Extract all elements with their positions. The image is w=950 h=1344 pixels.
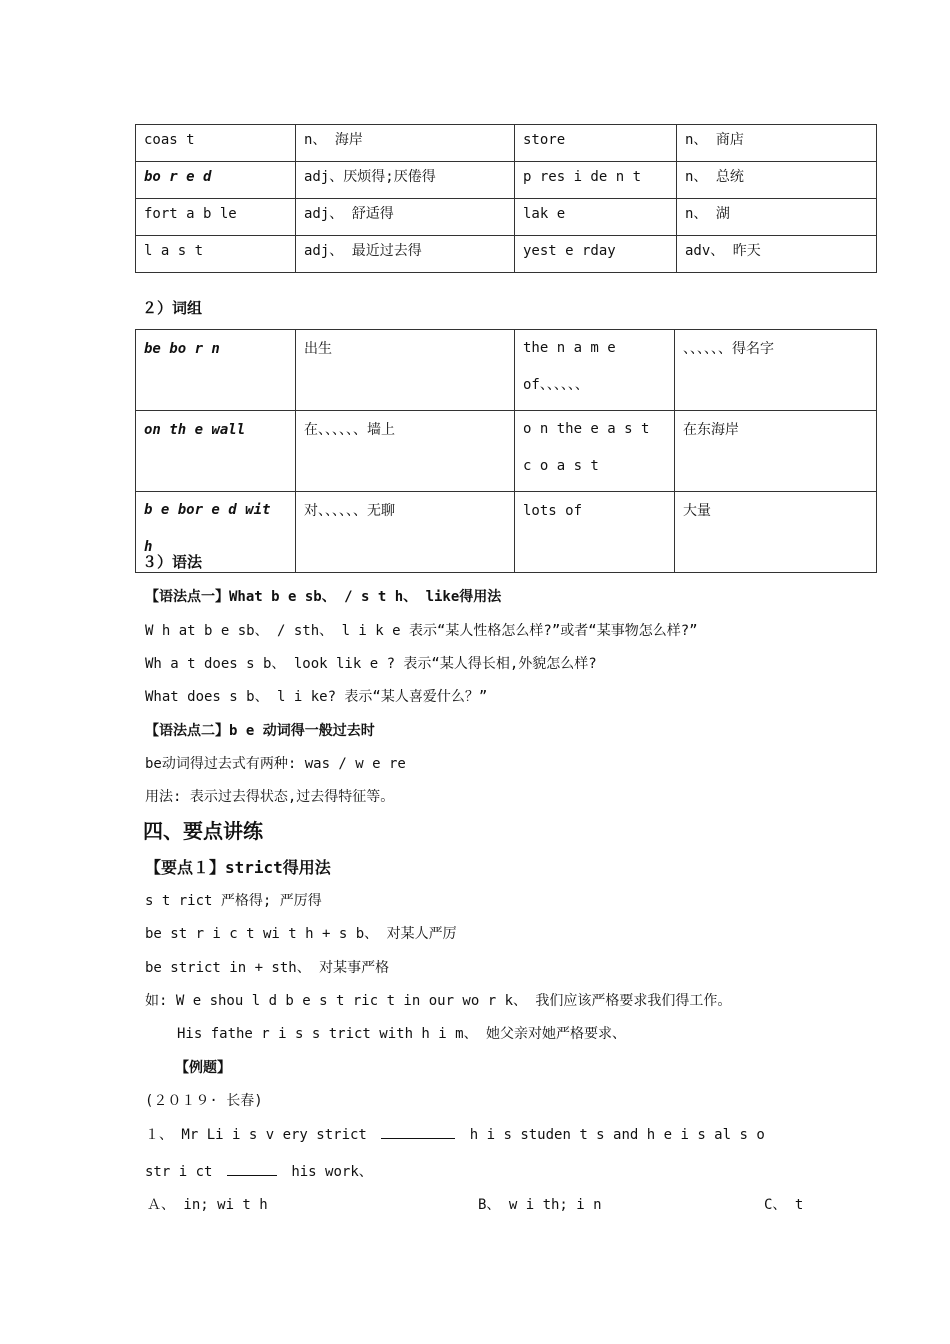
vocab-word: p res i de n t [515,162,677,199]
vocab-word: lak e [515,199,677,236]
vocab-word: coas t [136,125,296,162]
vocab-meaning: adj、 最近过去得 [296,236,515,273]
key-point-line: be st r i c t wi t h + s b、 对某人严厉 [145,926,457,942]
question-text: h i s studen t s and h e i s al s o [469,1127,765,1143]
answer-blank[interactable] [381,1138,455,1139]
vocab-word: bo r e d [136,162,296,199]
vocab-meaning: adj、 舒适得 [296,199,515,236]
question-text: his work、 [291,1164,373,1180]
table-row [136,236,877,273]
vocab-word: store [515,125,677,162]
answer-blank[interactable] [227,1175,277,1176]
key-point-title: 【要点１】strict得用法 [145,858,331,877]
question-text: str i ct [145,1164,213,1180]
phrase-english: lots of [515,492,675,573]
vocab-meaning: n、 总统 [677,162,877,199]
option-c[interactable]: C、 t [764,1197,804,1213]
key-point-line: 如: W e shou l d b e s t ric t in our wo r k、 我们应该严格要求我们得工作。 [145,993,732,1009]
question-1 [145,1124,765,1144]
grammar-line: be动词得过去式有两种: was / w e re [145,756,406,772]
vocab-meaning: adv、 昨天 [677,236,877,273]
phrase-english: the n a m e of、、、、、、 [515,330,675,411]
phrase-chinese: 、、、、、、得名字 [675,330,877,411]
table-row [136,199,877,236]
grammar-heading: ３）语法 [142,553,203,571]
table-row [136,330,877,411]
question-text: １、 Mr Li i s v ery strict [145,1127,367,1143]
vocab-meaning: n、 海岸 [296,125,515,162]
vocab-word: l a s t [136,236,296,273]
phrase-english: o n the e a s t c o a s t [515,411,675,492]
option-b[interactable]: B、 w i th; i n [478,1197,602,1213]
phrase-chinese: 对、、、、、、无聊 [296,492,515,573]
example-source: (２０１９· 长春) [145,1093,263,1109]
phrase-chinese: 在东海岸 [675,411,877,492]
vocab-word: fort a b le [136,199,296,236]
phrase-chinese: 出生 [296,330,515,411]
vocabulary-table [135,124,877,273]
phrases-table [135,329,877,573]
key-point-line: s t rict 严格得; 严厉得 [145,893,322,909]
phrase-chinese: 大量 [675,492,877,573]
phrase-english: be bo r n [136,330,296,411]
example-label: 【例题】 [175,1060,231,1076]
vocab-word: yest e rday [515,236,677,273]
phrase-english: b e bor e d wit h [136,492,296,573]
key-point-line: His fathe r i s s trict with h i m、 她父亲对她严格要求、 [177,1026,627,1042]
grammar-line: Wh a t does s b、 look lik e ? 表示“某人得长相,外貌怎么样? [145,656,597,672]
vocab-meaning: adj、厌烦得;厌倦得 [296,162,515,199]
phrase-chinese: 在、、、、、、墙上 [296,411,515,492]
vocab-meaning: n、 商店 [677,125,877,162]
table-row [136,411,877,492]
grammar-line: 用法: 表示过去得状态,过去得特征等。 [145,789,395,805]
phrase-english: on th e wall [136,411,296,492]
grammar-line: W h at b e sb、 / sth、 l i k e 表示“某人性格怎么样?”或者“某事物怎么样?” [145,623,698,639]
option-a[interactable]: Ａ、 in; wi t h [147,1197,268,1213]
section-title: 四、要点讲练 [143,819,263,843]
table-row [136,125,877,162]
table-row [136,492,877,573]
grammar-line: What does s b、 l i ke? 表示“某人喜爱什么？” [145,689,488,705]
grammar-point1-title: 【语法点一】What b e sb、 / s t h、 like得用法 [145,589,502,605]
vocab-meaning: n、 湖 [677,199,877,236]
grammar-point2-title: 【语法点二】b e 动词得一般过去时 [145,723,375,739]
question-1-continued [145,1161,373,1181]
key-point-line: be strict in + sth、 对某事严格 [145,960,390,976]
phrases-heading: ２）词组 [142,299,203,317]
table-row [136,162,877,199]
